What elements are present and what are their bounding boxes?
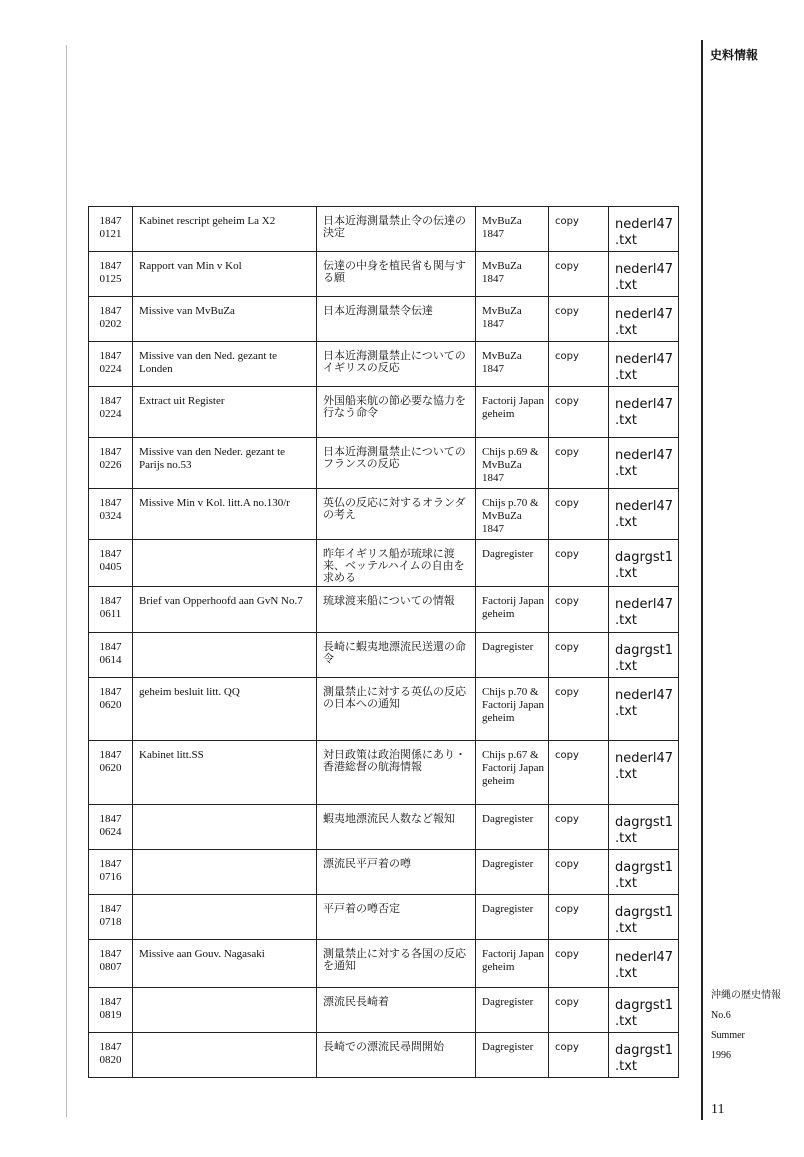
date-cell-text: 1847 (99, 996, 122, 1008)
publication-info (711, 986, 781, 1066)
document-title-cell (133, 438, 317, 489)
document-title-cell-text: Kabinet litt.SS (139, 749, 204, 761)
copy-type-cell (549, 850, 609, 895)
date-cell (89, 940, 133, 988)
date-cell-text: 1847 (99, 595, 122, 607)
file-cell-text: nederl47 .txt (615, 597, 673, 628)
source-cell-text: Factorij Japan geheim (482, 948, 545, 973)
source-cell (476, 489, 549, 540)
date-cell-text: 1847 (99, 858, 122, 870)
copy-type-cell (549, 1033, 609, 1078)
file-cell (609, 297, 679, 342)
file-cell-text: dagrgst1 .txt (615, 998, 673, 1029)
copy-type-cell-text: copy (555, 904, 579, 915)
copy-type-cell (549, 988, 609, 1033)
page-number: 11 (711, 1102, 725, 1117)
file-cell (609, 895, 679, 940)
copy-type-cell-text: copy (555, 306, 579, 317)
document-title-cell (133, 387, 317, 438)
date-cell-text: 0202 (99, 318, 122, 330)
source-cell-text: MvBuZa 1847 (482, 215, 522, 240)
document-title-cell-text: Kabinet rescript geheim La X2 (139, 215, 276, 227)
date-cell-text: 1847 (99, 305, 122, 317)
document-title-cell (133, 489, 317, 540)
source-cell-text: Dagregister (482, 548, 534, 560)
publication-title: 沖縄の歴史情報 (711, 990, 781, 1001)
date-cell-text: 0716 (99, 871, 122, 883)
summary-cell-text: 昨年イギリス船が琉球に渡来、ベッテルハイムの自由を求める (323, 547, 465, 584)
file-cell-text: nederl47 .txt (615, 262, 673, 293)
table-row (89, 252, 679, 297)
copy-type-cell-text: copy (555, 949, 579, 960)
document-title-cell-text: Brief van Opperhoofd aan GvN No.7 (139, 595, 303, 607)
copy-type-cell (549, 805, 609, 850)
file-cell-text: nederl47 .txt (615, 448, 673, 479)
copy-type-cell (549, 940, 609, 988)
source-cell-text: Factorij Japan geheim (482, 595, 545, 620)
date-cell-text: 1847 (99, 903, 122, 915)
date-cell-text: 0624 (99, 826, 122, 838)
summary-cell-text: 日本近海測量禁止についてのイギリスの反応 (323, 349, 466, 374)
summary-cell-text: 蝦夷地漂流民人数など報知 (323, 812, 455, 825)
summary-cell-text: 漂流民長崎着 (323, 995, 389, 1008)
source-cell (476, 540, 549, 587)
date-cell-text: 1847 (99, 948, 122, 960)
source-cell (476, 850, 549, 895)
source-cell-text: Dagregister (482, 858, 534, 870)
document-title-cell-text: geheim besluit litt. QQ (139, 686, 240, 698)
copy-type-cell-text: copy (555, 1042, 579, 1053)
summary-cell-text: 測量禁止に対する各国の反応を通知 (323, 947, 466, 972)
file-cell-text: dagrgst1 .txt (615, 643, 673, 674)
date-cell-text: 1847 (99, 497, 122, 509)
document-title-cell (133, 342, 317, 387)
date-cell (89, 895, 133, 940)
table-row (89, 297, 679, 342)
source-cell-text: MvBuZa 1847 (482, 350, 522, 375)
source-cell (476, 438, 549, 489)
copy-type-cell (549, 633, 609, 678)
summary-cell (317, 678, 476, 741)
document-title-cell-text: Missive van MvBuZa (139, 305, 235, 317)
date-cell-text: 1847 (99, 350, 122, 362)
file-cell-text: nederl47 .txt (615, 499, 673, 530)
date-cell-text: 0226 (99, 459, 122, 471)
date-cell (89, 438, 133, 489)
file-cell (609, 850, 679, 895)
date-cell (89, 805, 133, 850)
summary-cell (317, 805, 476, 850)
summary-cell-text: 琉球渡来船についての情報 (323, 594, 455, 607)
file-cell (609, 633, 679, 678)
summary-cell-text: 長崎に蝦夷地漂流民送還の命令 (323, 640, 466, 665)
source-cell-text: Chijs p.67 & Factorij Japan geheim (482, 749, 545, 787)
copy-type-cell-text: copy (555, 814, 579, 825)
summary-cell (317, 207, 476, 252)
date-cell-text: 0611 (99, 608, 122, 620)
document-title-cell (133, 252, 317, 297)
table-row (89, 850, 679, 895)
source-cell (476, 895, 549, 940)
copy-type-cell-text: copy (555, 396, 579, 407)
source-cell-text: Chijs p.70 & Factorij Japan geheim (482, 686, 545, 724)
file-cell (609, 1033, 679, 1078)
table-row (89, 342, 679, 387)
source-cell-text: Dagregister (482, 903, 534, 915)
date-cell-text: 1847 (99, 749, 122, 761)
summary-cell-text: 伝達の中身を植民省も関与する願 (323, 259, 466, 284)
file-cell (609, 540, 679, 587)
table-row (89, 207, 679, 252)
date-cell-text: 1847 (99, 641, 122, 653)
date-cell (89, 587, 133, 633)
date-cell (89, 988, 133, 1033)
date-cell-text: 0224 (99, 363, 122, 375)
file-cell-text: dagrgst1 .txt (615, 550, 673, 581)
table-row (89, 587, 679, 633)
summary-cell-text: 漂流民平戸着の噂 (323, 857, 411, 870)
records-table (88, 206, 679, 1078)
summary-cell-text: 外国船来航の節必要な協力を行なう命令 (323, 394, 466, 419)
date-cell-text: 1847 (99, 260, 122, 272)
summary-cell (317, 1033, 476, 1078)
summary-cell (317, 438, 476, 489)
document-title-cell (133, 895, 317, 940)
date-cell (89, 678, 133, 741)
date-cell (89, 540, 133, 587)
copy-type-cell (549, 489, 609, 540)
date-cell-text: 0820 (99, 1054, 122, 1066)
summary-cell (317, 297, 476, 342)
copy-type-cell-text: copy (555, 351, 579, 362)
file-cell-text: nederl47 .txt (615, 751, 673, 782)
document-title-cell (133, 805, 317, 850)
date-cell (89, 489, 133, 540)
date-cell (89, 297, 133, 342)
date-cell-text: 1847 (99, 1041, 122, 1053)
document-title-cell (133, 207, 317, 252)
file-cell-text: dagrgst1 .txt (615, 860, 673, 891)
table-row (89, 988, 679, 1033)
right-margin-rule (701, 40, 703, 1120)
summary-cell-text: 対日政策は政治関係にあり・香港総督の航海情報 (323, 748, 466, 773)
document-title-cell (133, 741, 317, 805)
file-cell-text: nederl47 .txt (615, 352, 673, 383)
copy-type-cell (549, 540, 609, 587)
summary-cell (317, 342, 476, 387)
summary-cell-text: 長崎での漂流民尋問開始 (323, 1040, 444, 1053)
document-title-cell (133, 633, 317, 678)
source-cell (476, 252, 549, 297)
file-cell-text: nederl47 .txt (615, 950, 673, 981)
source-cell-text: MvBuZa 1847 (482, 305, 522, 330)
source-cell-text: Dagregister (482, 641, 534, 653)
source-cell-text: Dagregister (482, 1041, 534, 1053)
copy-type-cell (549, 207, 609, 252)
copy-type-cell-text: copy (555, 498, 579, 509)
date-cell-text: 0614 (99, 654, 122, 666)
summary-cell (317, 489, 476, 540)
summary-cell (317, 387, 476, 438)
section-header: 史料情報 (710, 48, 759, 62)
source-cell (476, 587, 549, 633)
copy-type-cell-text: copy (555, 261, 579, 272)
document-title-cell (133, 1033, 317, 1078)
document-title-cell (133, 850, 317, 895)
table-row (89, 1033, 679, 1078)
summary-cell (317, 940, 476, 988)
copy-type-cell-text: copy (555, 750, 579, 761)
file-cell (609, 489, 679, 540)
table-row (89, 489, 679, 540)
date-cell (89, 1033, 133, 1078)
source-cell (476, 1033, 549, 1078)
summary-cell-text: 日本近海測量禁止令の伝達の決定 (323, 214, 466, 239)
source-cell (476, 207, 549, 252)
copy-type-cell-text: copy (555, 859, 579, 870)
issue-number: No.6 (711, 1010, 731, 1021)
document-title-cell (133, 940, 317, 988)
source-cell (476, 678, 549, 741)
copy-type-cell-text: copy (555, 447, 579, 458)
document-title-cell-text: Missive aan Gouv. Nagasaki (139, 948, 265, 960)
issue-year: 1996 (711, 1050, 731, 1061)
file-cell-text: nederl47 .txt (615, 307, 673, 338)
file-cell (609, 940, 679, 988)
document-title-cell (133, 678, 317, 741)
copy-type-cell (549, 741, 609, 805)
date-cell-text: 0819 (99, 1009, 122, 1021)
summary-cell (317, 850, 476, 895)
table-row (89, 387, 679, 438)
date-cell-text: 0224 (99, 408, 122, 420)
source-cell (476, 387, 549, 438)
table-row (89, 895, 679, 940)
copy-type-cell-text: copy (555, 997, 579, 1008)
file-cell (609, 438, 679, 489)
copy-type-cell (549, 895, 609, 940)
copy-type-cell (549, 387, 609, 438)
source-cell (476, 940, 549, 988)
copy-type-cell-text: copy (555, 549, 579, 560)
copy-type-cell (549, 342, 609, 387)
issue-season: Summer (711, 1030, 745, 1041)
source-cell-text: Dagregister (482, 813, 534, 825)
summary-cell (317, 633, 476, 678)
date-cell-text: 1847 (99, 813, 122, 825)
file-cell-text: dagrgst1 .txt (615, 905, 673, 936)
summary-cell (317, 895, 476, 940)
file-cell (609, 988, 679, 1033)
file-cell (609, 342, 679, 387)
file-cell (609, 587, 679, 633)
copy-type-cell-text: copy (555, 687, 579, 698)
table-row (89, 633, 679, 678)
copy-type-cell (549, 678, 609, 741)
summary-cell-text: 日本近海測量禁止についてのフランスの反応 (323, 445, 466, 470)
source-cell (476, 805, 549, 850)
document-title-cell (133, 587, 317, 633)
date-cell (89, 850, 133, 895)
table-row (89, 540, 679, 587)
date-cell-text: 0620 (99, 762, 122, 774)
date-cell (89, 207, 133, 252)
copy-type-cell (549, 297, 609, 342)
table-row (89, 678, 679, 741)
copy-type-cell (549, 438, 609, 489)
summary-cell-text: 平戸着の噂否定 (323, 902, 400, 915)
summary-cell (317, 741, 476, 805)
date-cell-text: 1847 (99, 395, 122, 407)
file-cell (609, 387, 679, 438)
source-cell (476, 342, 549, 387)
file-cell (609, 252, 679, 297)
date-cell-text: 1847 (99, 548, 122, 560)
date-cell-text: 0121 (99, 228, 122, 240)
document-title-cell (133, 540, 317, 587)
date-cell-text: 0324 (99, 510, 122, 522)
source-cell-text: Factorij Japan geheim (482, 395, 545, 420)
source-cell-text: Dagregister (482, 996, 534, 1008)
date-cell (89, 342, 133, 387)
table-row (89, 940, 679, 988)
date-cell-text: 0405 (99, 561, 122, 573)
source-cell (476, 633, 549, 678)
date-cell-text: 0125 (99, 273, 122, 285)
table-row (89, 438, 679, 489)
source-cell-text: MvBuZa 1847 (482, 260, 522, 285)
file-cell (609, 207, 679, 252)
summary-cell (317, 252, 476, 297)
date-cell (89, 633, 133, 678)
file-cell-text: dagrgst1 .txt (615, 815, 673, 846)
copy-type-cell-text: copy (555, 642, 579, 653)
file-cell-text: nederl47 .txt (615, 688, 673, 719)
date-cell (89, 252, 133, 297)
source-cell (476, 741, 549, 805)
document-title-cell (133, 297, 317, 342)
file-cell (609, 805, 679, 850)
date-cell (89, 387, 133, 438)
copy-type-cell (549, 252, 609, 297)
copy-type-cell-text: copy (555, 596, 579, 607)
left-margin-line (66, 45, 67, 1117)
summary-cell-text: 測量禁止に対する英仏の反応の日本への通知 (323, 685, 466, 710)
file-cell-text: dagrgst1 .txt (615, 1043, 673, 1074)
file-cell (609, 678, 679, 741)
document-title-cell-text: Missive Min v Kol. litt.A no.130/r (139, 497, 290, 509)
records-table-body (89, 207, 679, 1078)
summary-cell-text: 日本近海測量禁令伝達 (323, 304, 433, 317)
file-cell (609, 741, 679, 805)
source-cell-text: Chijs p.69 & MvBuZa 1847 (482, 446, 539, 484)
date-cell-text: 1847 (99, 686, 122, 698)
table-row (89, 741, 679, 805)
summary-cell (317, 540, 476, 587)
date-cell-text: 1847 (99, 215, 122, 227)
document-title-cell-text: Missive van den Neder. gezant te Parijs no.53 (139, 446, 286, 471)
date-cell-text: 0807 (99, 961, 122, 973)
date-cell-text: 1847 (99, 446, 122, 458)
summary-cell (317, 988, 476, 1033)
document-title-cell (133, 988, 317, 1033)
copy-type-cell (549, 587, 609, 633)
date-cell (89, 741, 133, 805)
copy-type-cell-text: copy (555, 216, 579, 227)
date-cell-text: 0620 (99, 699, 122, 711)
source-cell (476, 988, 549, 1033)
date-cell-text: 0718 (99, 916, 122, 928)
source-cell-text: Chijs p.70 & MvBuZa 1847 (482, 497, 539, 535)
table-row (89, 805, 679, 850)
file-cell-text: nederl47 .txt (615, 397, 673, 428)
summary-cell (317, 587, 476, 633)
document-title-cell-text: Extract uit Register (139, 395, 225, 407)
file-cell-text: nederl47 .txt (615, 217, 673, 248)
source-cell (476, 297, 549, 342)
document-title-cell-text: Rapport van Min v Kol (139, 260, 242, 272)
summary-cell-text: 英仏の反応に対するオランダの考え (323, 496, 466, 521)
document-title-cell-text: Missive van den Ned. gezant te Londen (139, 350, 278, 375)
